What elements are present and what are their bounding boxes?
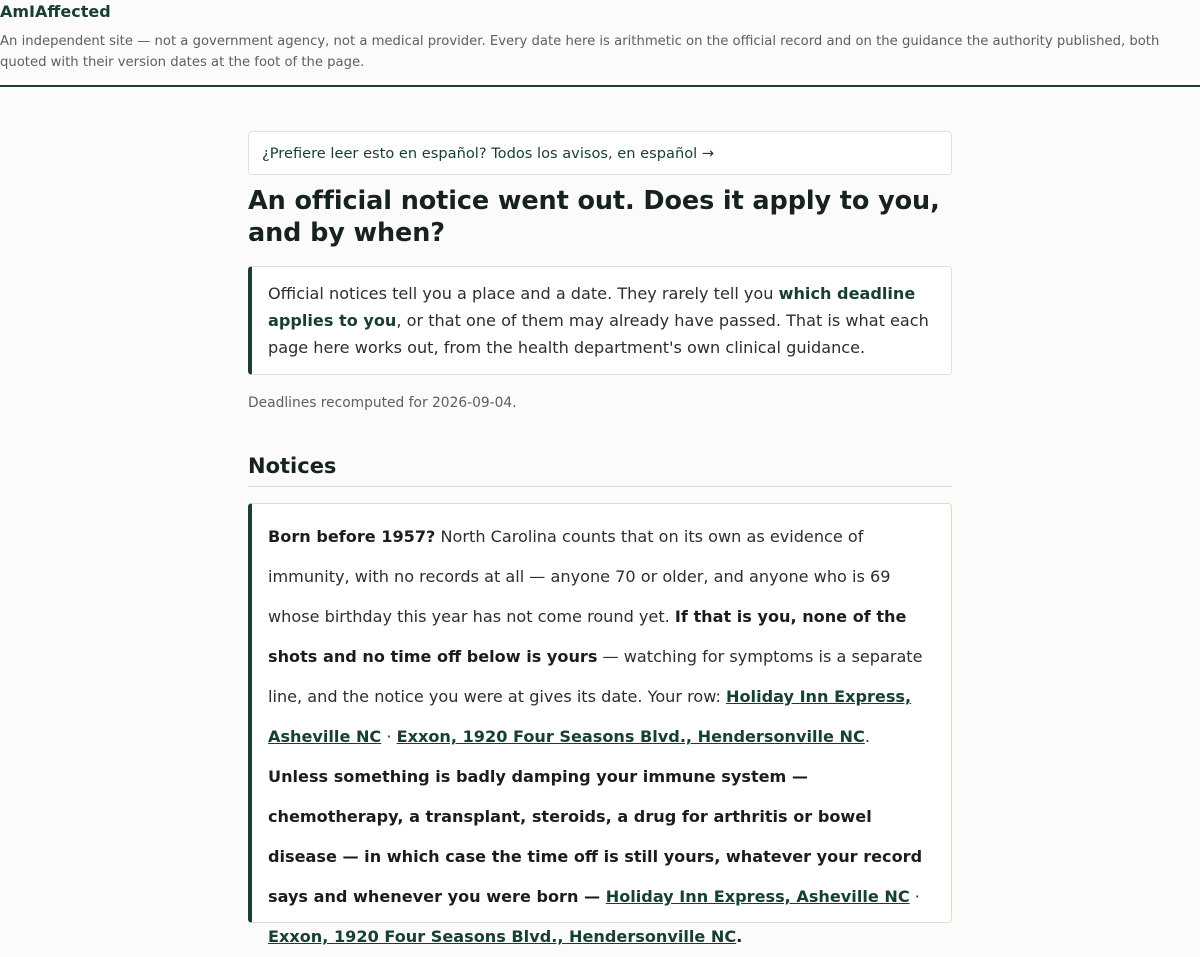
notices-heading: Notices [248,451,952,487]
intro-text-after: , or that one of them may already have passed. That is what each page here works out, from the health department's own clinical guidance. [268,311,929,357]
notice-link-asheville[interactable]: Holiday Inn Express, Asheville NC [268,687,912,746]
spanish-notices-link[interactable]: Todos los avisos, en español → [491,144,715,162]
site-name[interactable]: AmIAffected [0,2,111,21]
intro-callout [248,266,952,375]
language-bar [248,131,952,175]
intro-emphasis: which deadline applies to you [268,284,916,330]
notice-separator: · [381,727,397,746]
notice-text-1: North Carolina counts that on its own as evidence of immunity, with no records at all — anyone 70 or older, and anyone who is 69 whose birthday this year has not come round yet. [268,527,891,626]
notice-bold-1: If that is you, none of the shots and no time off below is yours [268,607,907,666]
notice-separator-2: · [909,887,920,906]
notice-text-2: — watching for symptoms is a separate line, and the notice you were at gives its date. Your row: [268,647,923,706]
notice-end: . [736,927,743,946]
recomputed-date: Deadlines recomputed for 2026-09-04. [248,395,517,411]
notice-text-3: . [864,727,870,746]
notice-card [248,503,952,946]
disclaimer: An independent site — not a government agency, not a medical provider. Every date here is arithmetic on the official record and on the guidance the authority published, both quoted with their version dates at the foot of the page. [0,34,1160,70]
notice-bold-2: Unless something is badly damping your immune system — chemotherapy, a transplant, steroids, a drug for arthritis or bowel disease — in which case the time off is still yours, whatever your record says and whenever you were born — [268,767,923,906]
notice-link-hendersonville[interactable]: Exxon, 1920 Four Seasons Blvd., Hendersonville NC [396,727,865,746]
notice-link-hendersonville-2[interactable]: Exxon, 1920 Four Seasons Blvd., Hendersonville NC [268,927,737,946]
notice-question: Born before 1957? [268,527,436,546]
site-header [0,0,1200,87]
notice-link-asheville-2[interactable]: Holiday Inn Express, Asheville NC [605,887,910,906]
language-prompt: ¿Prefiere leer esto en español? [262,144,492,162]
main-content [248,87,952,946]
intro-text-before: Official notices tell you a place and a date. They rarely tell you [268,284,779,303]
page-title: An official notice went out. Does it apply to you, and by when? [248,186,940,248]
